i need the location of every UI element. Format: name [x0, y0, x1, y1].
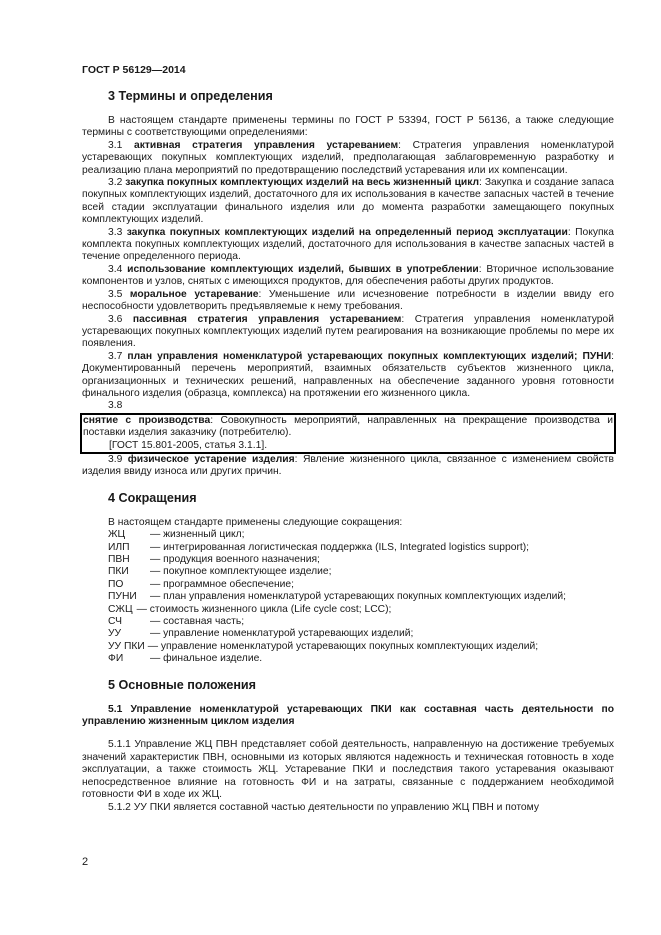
abbreviation-item: [108, 579, 614, 591]
document-body: [82, 82, 614, 814]
section-4-title: 4 Сокращения: [108, 490, 197, 505]
term-definition: : Явление жизненного цикла, связанное с изменением свойств изделия ввиду износа или других причин.: [82, 453, 614, 478]
abbreviation: ИЛП: [108, 541, 130, 553]
abbreviation-item: [108, 653, 614, 665]
paragraph-5-1-2: 5.1.2 УУ ПКИ является составной частью деятельности по управлению ЖЦ ПВН и потому: [108, 801, 539, 813]
abbreviation: УУ: [108, 628, 122, 640]
term-number: 3.4: [108, 263, 128, 275]
paragraph-5-1-1: 5.1.1 Управление ЖЦ ПВН представляет собой деятельность, направленную на достижение требуемых значений характеристик ПВН, основными из которых являются надежность и техническая готовность в ходе эксплуатации, а также стоимость ЖЦ. Устаревание ПКИ и последствия такого устаревания оказывают непосредственное влияние на готовность ФИ и на затраты, связанные с поддержанием необходимой готовности ФИ в ходе их ЖЦ.: [82, 739, 614, 801]
abbreviation: ПВН: [108, 554, 130, 565]
term-name: физическое устарение изделия: [127, 453, 295, 465]
abbreviation: ПО: [108, 578, 124, 590]
abbreviation-meaning: — план управления номенклатурой устаревающих покупных комплектующих изделий;: [150, 591, 567, 603]
term-name: использование комплектующих изделий, бывших в употреблении: [127, 263, 479, 275]
abbreviation-list: [82, 529, 614, 665]
term-3-8: [83, 415, 613, 440]
abbreviation-meaning: — интегрированная логистическая поддержка (ILS, Integrated logistics support);: [150, 541, 530, 553]
section-4-intro: В настоящем стандарте применены следующие сокращения:: [108, 516, 403, 528]
term-3-7: [82, 351, 614, 401]
abbreviation-meaning: — составная часть;: [150, 616, 245, 628]
abbreviation-item: [108, 566, 614, 578]
abbreviation-item: [108, 591, 614, 603]
section-3-title: 3 Термины и определения: [108, 89, 273, 103]
abbreviation: СЖЦ: [108, 603, 133, 615]
abbreviation-item: [108, 616, 614, 628]
term-definition: : Покупка комплекта покупных комплектующих изделий, достаточного для использования в качестве запасных частей в течение определенного периода.: [82, 226, 614, 263]
abbreviation-item: [108, 529, 614, 541]
term-number: 3.5: [108, 288, 130, 300]
term-3-9: [82, 454, 614, 479]
page-number: 2: [82, 856, 89, 868]
term-name: моральное устаревание: [129, 288, 259, 300]
term-name: закупка покупных комплектующих изделий на весь жизненный цикл: [125, 177, 480, 189]
abbreviation-meaning: — стоимость жизненного цикла (Life cycle cost; LCC);: [136, 603, 392, 615]
section-5-title: 5 Основные положения: [108, 677, 257, 692]
term-definition: : Документированный перечень мероприятий, взаимных обязательств субъектов жизненного цикла, организационных и технических решений, направленных на обеспечение заданного уровня готовности финального изделия (образца, комплекса) на протяжении его жизненного цикла.: [82, 350, 614, 399]
term-name: закупка покупных комплектующих изделий на определенный период эксплуатации: [126, 226, 568, 238]
term-number: 3.2: [108, 177, 126, 189]
term-3-1: [82, 140, 614, 177]
abbreviation: ПКИ: [108, 566, 129, 578]
term-3-6: [82, 314, 614, 351]
abbreviation: ЖЦ: [108, 529, 126, 541]
term-name: план управления номенклатурой устаревающих покупных комплектующих изделий; ПУНИ: [127, 350, 612, 362]
term-number: 3.7: [108, 350, 128, 362]
abbreviation-meaning: — управление номенклатурой устаревающих изделий;: [150, 628, 414, 640]
term-3-4: [82, 264, 614, 289]
abbreviation-meaning: — продукция военного назначения;: [150, 554, 320, 565]
term-3-5: [82, 289, 614, 314]
term-definition: : Стратегия управления номенклатурой устаревающих покупных комплектующих изделий путем реагирования на возникающие проблемы по мере их появления.: [82, 313, 614, 350]
abbreviation-item: [108, 554, 614, 566]
abbreviation-item: [108, 604, 614, 616]
abbreviation-meaning: — жизненный цикл;: [150, 529, 245, 541]
term-number: 3.9: [108, 453, 128, 465]
term-name: активная стратегия управления устареванием: [133, 139, 399, 151]
term-definition: : Уменьшение или исчезновение потребности в изделии ввиду его неспособности удовлетворить предъявляемые к нему требования.: [82, 288, 614, 313]
abbreviation: ФИ: [108, 653, 124, 665]
abbreviation-meaning: — программное обеспечение;: [150, 578, 295, 590]
abbreviation-item: [108, 542, 614, 554]
term-3-8-box: [80, 413, 616, 454]
term-definition: : Совокупность мероприятий, направленных на прекращение производства и поставки изделия заказчику (потребителю).: [83, 414, 613, 439]
section-3-intro: В настоящем стандарте применены термины по ГОСТ Р 53394, ГОСТ Р 56136, а также следующие термины с соответствующими определениями:: [82, 115, 614, 139]
term-3-8-reference: [ГОСТ 15.801-2005, статья 3.1.1].: [109, 439, 268, 451]
document-header: ГОСТ Р 56129—2014: [82, 64, 186, 76]
abbreviation-item: [108, 628, 614, 640]
term-definition: : Вторичное использование компонентов и узлов, снятых с имеющихся продуктов, для обеспечения работы других продуктов.: [82, 263, 614, 288]
term-number: 3.6: [108, 313, 133, 325]
subsection-5-1-title: 5.1 Управление номенклатурой устаревающих ПКИ как составная часть деятельности по управлению жизненным циклом изделия: [82, 703, 614, 728]
term-3-3: [82, 227, 614, 264]
abbreviation-item: [108, 641, 614, 653]
term-name: пассивная стратегия управления устареванием: [132, 313, 402, 325]
term-3-8-number: 3.8: [108, 400, 123, 412]
abbreviation: УУ ПКИ: [108, 640, 145, 652]
term-number: 3.3: [108, 226, 127, 238]
abbreviation-meaning: — управление номенклатурой устаревающих покупных комплектующих изделий;: [147, 640, 539, 652]
term-3-2: [82, 177, 614, 227]
abbreviation: СЧ: [108, 616, 122, 628]
abbreviation-meaning: — финальное изделие.: [150, 653, 263, 665]
term-number: 3.1: [108, 139, 134, 151]
term-definition: : Стратегия управления номенклатурой устаревающих покупных комплектующих изделий, предполагающая заблаговременную разработку и реализацию плана мероприятий по предотвращению последствий устаревания или их компенсации.: [82, 139, 614, 176]
abbreviation-meaning: — покупное комплектующее изделие;: [150, 566, 332, 578]
term-name: снятие с производства: [83, 414, 211, 426]
abbreviation: ПУНИ: [108, 591, 137, 603]
term-definition: : Закупка и создание запаса покупных комплектующих изделий, достаточного для их использования в качестве запасных частей в течение всей стадии эксплуатации финального изделия или до момента разработки замещающего покупных комплектующих изделий.: [82, 177, 614, 226]
